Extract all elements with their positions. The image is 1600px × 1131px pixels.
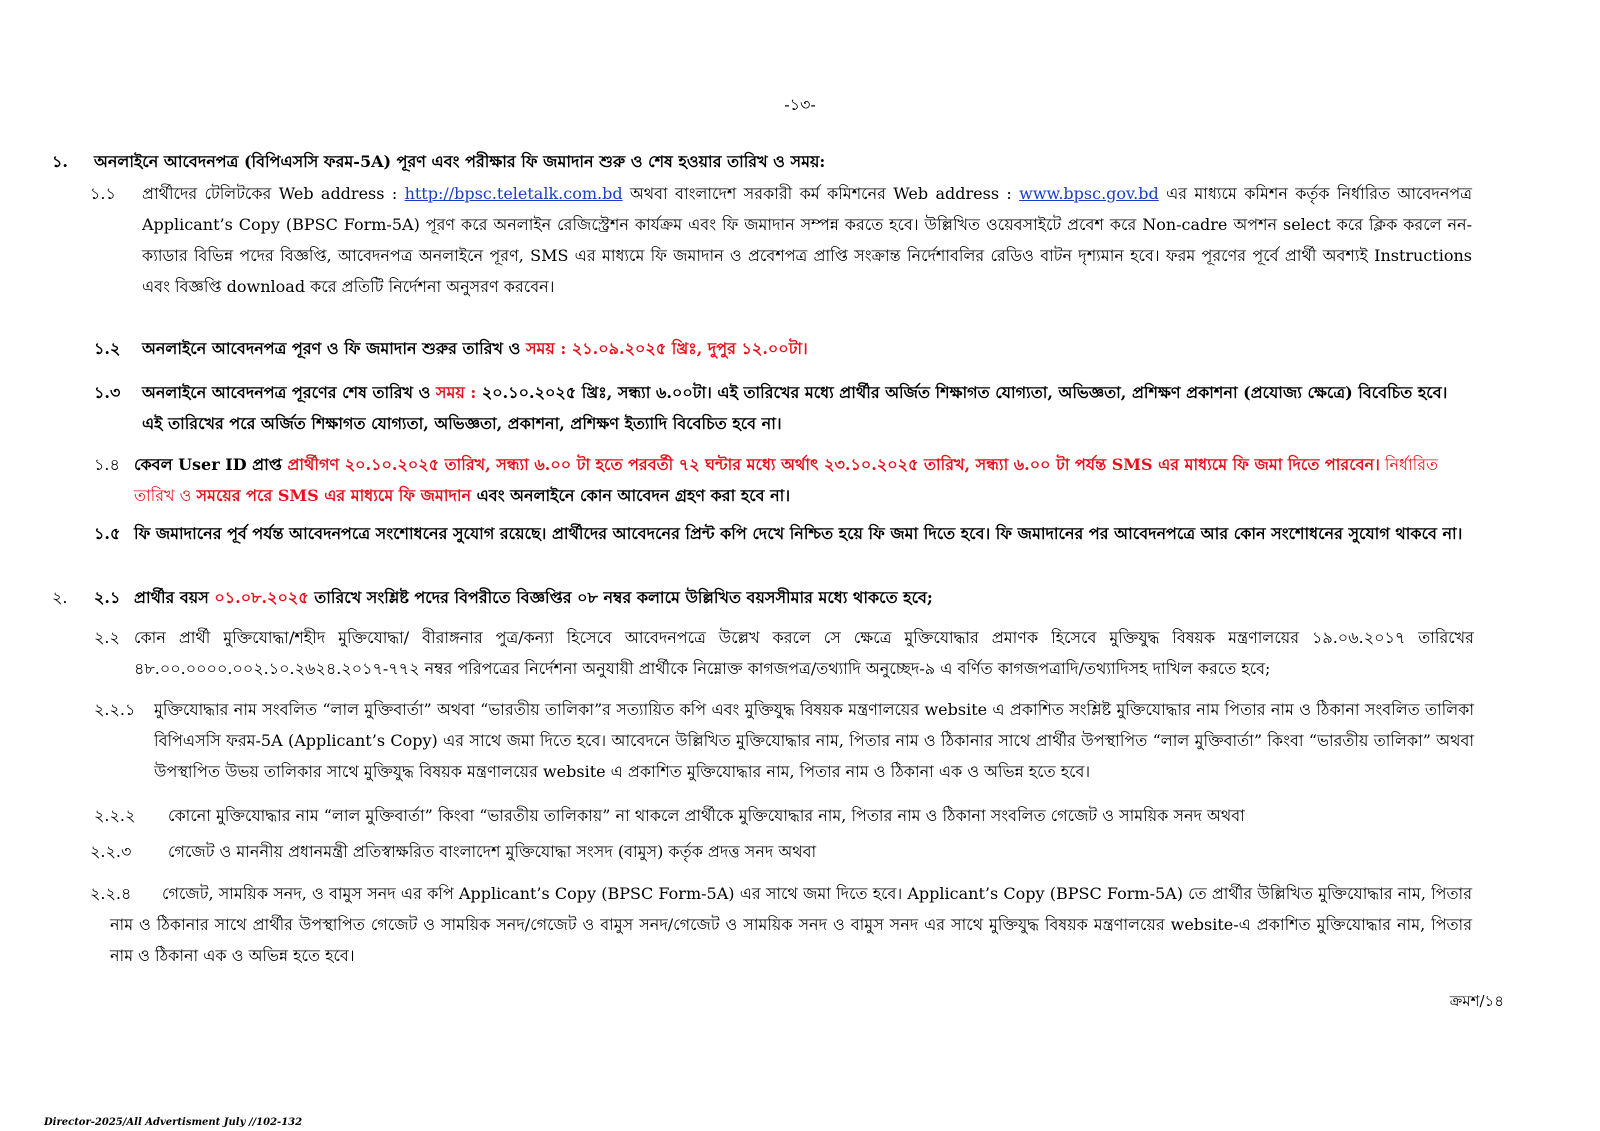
item-1-3-number: ১.৩ — [94, 383, 121, 402]
page-number: -১৩- — [784, 95, 816, 114]
item-1-3-text-a: অনলাইনে আবেদনপত্র পূরণের শেষ তারিখ ও — [142, 383, 436, 402]
item-2-2-3-number: ২.২.৩ — [90, 842, 132, 861]
continued-note: ক্রমশ/১৪ — [1449, 992, 1504, 1010]
item-1-2-number: ১.২ — [94, 339, 121, 358]
item-1-2-paragraph — [142, 333, 1472, 364]
item-1-3-time-label: সময় : — [435, 383, 482, 402]
item-2-2-2-paragraph: কোনো মুক্তিযোদ্ধার নাম “লাল মুক্তিবার্তা” কিংবা “ভারতীয় তালিকায়” না থাকলে প্রার্থীকে মুক্তিযোদ্ধার নাম, পিতার নাম ও ঠিকানা সংবলিত গেজেট ও সাময়িক সনদ অথবা — [168, 806, 1245, 825]
item-1-1-number: ১.১ — [90, 184, 116, 203]
item-2-1-paragraph — [134, 582, 1474, 613]
item-2-1-text-b: তারিখে সংশ্লিষ্ট পদের বিপরীতে বিজ্ঞপ্তির ০৮ নম্বর কলামে উল্লিখিত বয়সসীমার মধ্যে থাকতে হবে; — [308, 588, 933, 607]
bpsc-link[interactable]: www.bpsc.gov.bd — [1019, 184, 1159, 203]
item-1-3-text-b: ২০.১০.২০২৫ খ্রিঃ, সন্ধ্যা ৬.০০টা। এই তারিখের মধ্যে প্রার্থীর অর্জিত শিক্ষাগত যোগ্যতা, অভিজ্ঞতা, প্রশিক্ষণ প্রকাশনা (প্রযোজ্য ক্ষেত্রে) বিবেচিত হবে। এই তারিখের পরে অর্জিত শিক্ষাগত যোগ্যতা, অভিজ্ঞতা, প্রকাশনা, প্রশিক্ষণ ইত্যাদি বিবেচিত হবে না। — [142, 383, 1448, 433]
item-2-2-number: ২.২ — [94, 628, 120, 647]
item-1-5-number: ১.৫ — [94, 524, 121, 543]
item-1-4-late-sms: সময়ের পরে SMS এর মাধ্যমে ফি জমাদান — [196, 486, 472, 505]
item-1-2-start-time: সময় : ২১.০৯.২০২৫ খ্রিঃ, দুপুর ১২.০০টা। — [525, 339, 808, 358]
item-2-2-paragraph: কোন প্রার্থী মুক্তিযোদ্ধা/শহীদ মুক্তিযোদ্ধা/ বীরাঙ্গনার পুত্র/কন্যা হিসেবে আবেদনপত্রে উল্লেখ করলে সে ক্ষেত্রে মুক্তিযোদ্ধার প্রমাণক হিসেবে মুক্তিযুদ্ধ বিষয়ক মন্ত্রণালয়ের ১৯.০৬.২০১৭ তারিখের ৪৮.০০.০০০০.০০২.১০.২৬২৪.২০১৭-৭৭২ নম্বর পরিপত্রের নির্দেশনা অনুযায়ী প্রার্থীকে নিম্নোক্ত কাগজপত্র/তথ্যাদি অনুচ্ছেদ-৯ এ বর্ণিত কাগজপত্রাদি/তথ্যাদিসহ দাখিল করতে হবে; — [134, 628, 1474, 678]
item-1-4-text-a: কেবল User ID প্রাপ্ত — [134, 455, 288, 474]
section-1-number: ১. — [52, 152, 68, 171]
item-2-2-2-number: ২.২.২ — [94, 806, 136, 825]
item-2-2-3-paragraph: গেজেট ও মাননীয় প্রধানমন্ত্রী প্রতিস্বাক্ষরিত বাংলাদেশ মুক্তিযোদ্ধা সংসদ (বামুস) কর্তৃক প্রদত্ত সনদ অথবা — [168, 842, 817, 861]
item-1-4-paragraph — [134, 449, 1474, 511]
item-1-3-paragraph — [142, 377, 1472, 439]
item-2-1-date: ০১.০৮.২০২৫ — [214, 588, 309, 607]
item-2-2-1-paragraph: মুক্তিযোদ্ধার নাম সংবলিত “লাল মুক্তিবার্তা” অথবা “ভারতীয় তালিকা”র সত্যায়িত কপি এবং মুক্তিযুদ্ধ বিষয়ক মন্ত্রণালয়ের website এ প্রকাশিত সংশ্লিষ্ট মুক্তিযোদ্ধার নাম পিতার নাম ও ঠিকানা সংবলিত তালিকা বিপিএসসি ফরম-5A (Applicant’s Copy) এর সাথে জমা দিতে হবে। আবেদনে উল্লিখিত মুক্তিযোদ্ধার নাম, পিতার নাম ও ঠিকানার সাথে প্রার্থীর উপস্থাপিত “লাল মুক্তিবার্তা” কিংবা “ভারতীয় তালিকা” অথবা উপস্থাপিত উভয় তালিকার সাথে মুক্তিযুদ্ধ বিষয়ক মন্ত্রণালয়ের website এ প্রকাশিত মুক্তিযোদ্ধার নাম, পিতার নাম ও ঠিকানা এক ও অভিন্ন হতে হবে। — [154, 700, 1474, 781]
section-1-heading: অনলাইনে আবেদনপত্র (বিপিএসসি ফরম-5A) পূরণ এবং পরীক্ষার ফি জমাদান শুরু ও শেষ হওয়ার তারিখ ও সময়: — [94, 152, 826, 171]
item-1-5-paragraph: ফি জমাদানের পূর্ব পর্যন্ত আবেদনপত্রে সংশোধনের সুযোগ রয়েছে। প্রার্থীদের আবেদনের প্রিন্ট কপি দেখে নিশ্চিত হয়ে ফি জমা দিতে হবে। ফি জমাদানের পর আবেদনপত্রে আর কোন সংশোধনের সুযোগ থাকবে না। — [134, 524, 1463, 543]
item-1-1-text-c: এর মাধ্যমে কমিশন কর্তৃক নির্ধারিত আবেদনপত্র Applicant’s Copy (BPSC Form-5A) পূরণ করে অনলাইন রেজিস্ট্রেশন কার্যক্রম এবং ফি জমাদান সম্পন্ন করতে হবে। উল্লিখিত ওয়েবসাইটে প্রবেশ করে Non-cadre অপশন select করে ক্লিক করলে নন-ক্যাডার বিভিন্ন পদের বিজ্ঞপ্তি, আবেদনপত্র অনলাইনে পূরণ, SMS এর মাধ্যমে ফি জমাদান ও প্রবেশপত্র প্রাপ্তি সংক্রান্ত নির্দেশাবলির রেডিও বাটন দৃশ্যমান হবে। ফরম পূরণের পূর্বে প্রার্থী অবশ্যই Instructions এবং বিজ্ঞপ্তি download করে প্রতিটি নির্দেশনা অনুসরণ করবেন। — [142, 184, 1473, 296]
item-1-4-number: ১.৪ — [94, 455, 120, 474]
item-1-1-text-a: প্রার্থীদের টেলিটকের Web address : — [142, 184, 405, 203]
item-1-2-text: অনলাইনে আবেদনপত্র পূরণ ও ফি জমাদান শুরুর তারিখ ও — [142, 339, 526, 358]
item-1-1-paragraph — [142, 178, 1472, 302]
item-2-1-text-a: প্রার্থীর বয়স — [134, 588, 215, 607]
item-2-1-number: ২.১ — [94, 588, 121, 607]
item-2-2-1-number: ২.২.১ — [94, 700, 136, 719]
teletalk-link[interactable]: http://bpsc.teletalk.com.bd — [404, 184, 623, 203]
footer-reference: Director-2025/All Advertisment July //102-132 — [44, 1117, 303, 1128]
section-2-number: ২. — [52, 588, 68, 607]
item-2-2-4-number: ২.২.৪ — [90, 884, 132, 903]
item-1-1-text-b: অথবা বাংলাদেশ সরকারী কর্ম কমিশনের Web address : — [622, 184, 1020, 203]
item-1-4-deadline-note: নির্ধারিত তারিখ ও — [134, 455, 1439, 505]
item-2-2-4-paragraph: গেজেট, সাময়িক সনদ, ও বামুস সনদ এর কপি Applicant’s Copy (BPSC Form-5A) এর সাথে জমা দিতে হবে। Applicant’s Copy (BPSC Form-5A) তে প্রার্থীর উল্লিখিত মুক্তিযোদ্ধার নাম, পিতার নাম ও ঠিকানার সাথে প্রার্থীর উপস্থাপিত গেজেট ও সাময়িক সনদ/গেজেট ও বামুস সনদ/গেজেট ও সাময়িক সনদ ও বামুস সনদ এর সাথে মুক্তিযুদ্ধ বিষয়ক মন্ত্রণালয়ের website-এ প্রকাশিত মুক্তিযোদ্ধার নাম, পিতার নাম ও ঠিকানা এক ও অভিন্ন হতে হবে। — [110, 884, 1472, 965]
item-1-4-text-b: এবং অনলাইনে কোন আবেদন গ্রহণ করা হবে না। — [471, 486, 791, 505]
item-1-4-sms-window: প্রার্থীগণ ২০.১০.২০২৫ তারিখ, সন্ধ্যা ৬.০০ টা হতে পরবর্তী ৭২ ঘন্টার মধ্যে অর্থাৎ ২৩.১০.২০২৫ তারিখ, সন্ধ্যা ৬.০০ টা পর্যন্ত SMS এর মাধ্যমে ফি জমা দিতে পারবেন। — [287, 455, 1380, 474]
